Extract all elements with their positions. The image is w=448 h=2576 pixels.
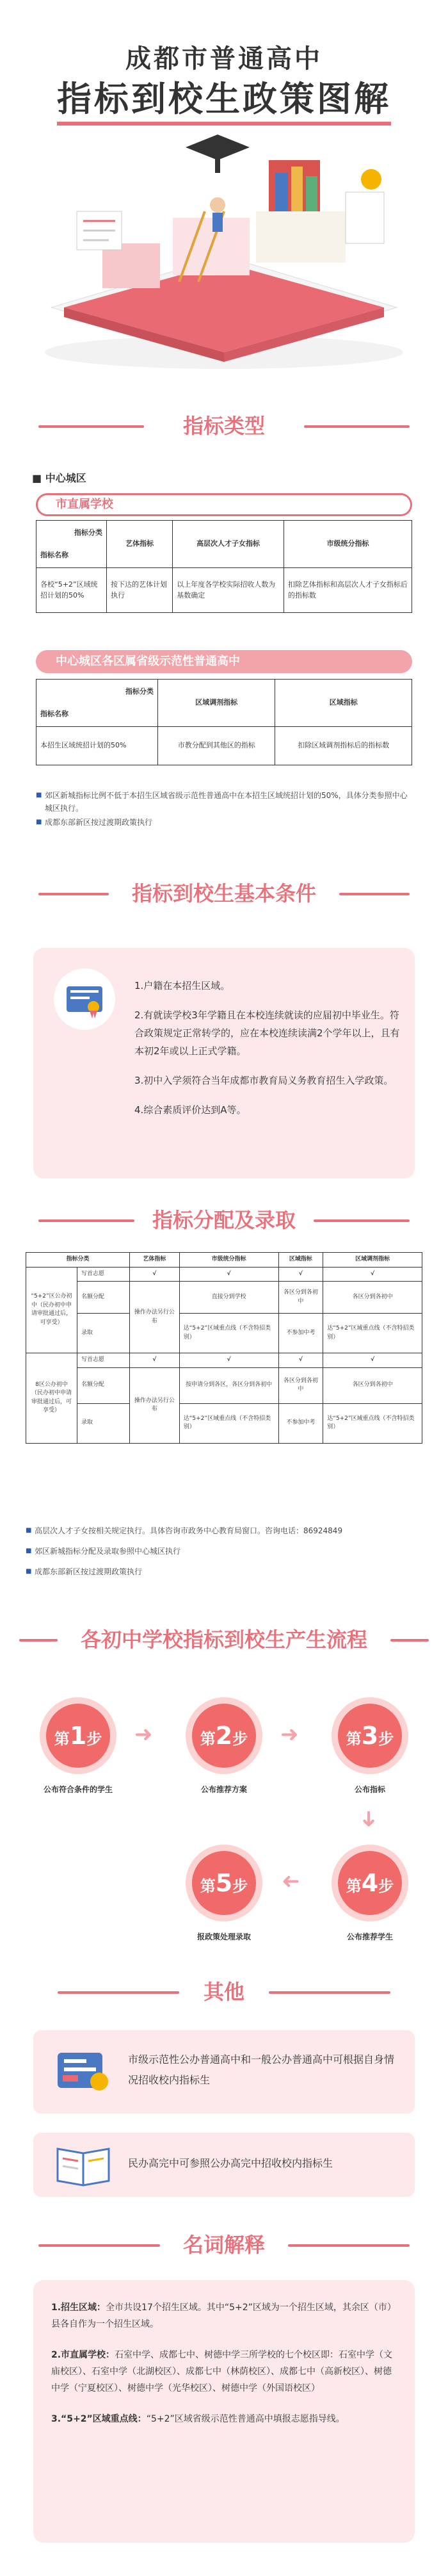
diag-top: 指标分类 (74, 528, 102, 537)
table-cell: 各区分到各初中 (323, 1282, 422, 1314)
pill-city-schools: 市直属学校 (36, 493, 412, 516)
table-header: 区域指标 (278, 1253, 323, 1268)
check: √ (278, 1353, 323, 1368)
section-title-text: 名词解释 (182, 2233, 265, 2257)
hero-subtitle: 成都市普通高中 (125, 44, 323, 74)
conditions-list (134, 977, 403, 1130)
table-diag-cell (36, 680, 158, 727)
check: √ (278, 1267, 323, 1282)
condition-item: 1.户籍在本招生区域。 (134, 980, 230, 991)
arrow-right-icon: ➜ (280, 1722, 299, 1747)
check: √ (323, 1353, 422, 1368)
table-header: 区域指标 (275, 680, 412, 727)
row-label: 写首志愿 (77, 1267, 130, 1282)
note: ■ 高层次人才子女按相关规定执行。具体咨询市政务中心教育局窗口。咨询电话：86924849 (26, 1524, 422, 1537)
table-header: 区域调剂指标 (323, 1253, 422, 1268)
table-row-label: 本招生区域统招计划的50% (36, 727, 158, 765)
types-table-district (36, 679, 412, 765)
term-body: 石室中学、成都七中、树德中学三所学校的七个校区即：石室中学（文庙校区）、石室中学（北湖校区）、成都七中（林荫校区）、成都七中（高新校区）、树德中学（宁夏校区）、树德中学（光华校区）、树德中学（外国语校区） (51, 2350, 393, 2393)
certificate-icon (52, 967, 116, 1031)
term-item (51, 2411, 397, 2427)
section-title-other (0, 1976, 448, 2008)
step-label: 公布符合条件的学生 (43, 1785, 113, 1794)
table-cell: 达“5+2”区域重点线（不含特招类别） (179, 1314, 278, 1353)
table-cell: 扣除艺体指标和高层次人才子女指标后的指标数 (284, 568, 412, 613)
section-title-text: 指标分配及录取 (152, 1208, 296, 1232)
section-title-terms (0, 2229, 448, 2261)
section-title-conditions (0, 877, 448, 909)
table-cell: 按申请分到各区，各区分到各初中 (179, 1367, 278, 1403)
table-header: 市级统分指标 (284, 521, 412, 568)
check: √ (323, 1267, 422, 1282)
table-cell: 不参加中考 (278, 1314, 323, 1353)
condition-item: 2.有就读学校3年学籍且在本校连续就读的应届初中毕业生。符合政策规定正常转学的，应在本校连续读满2个学年以上，且有本初2年或以上正式学籍。 (134, 1009, 400, 1057)
note: ■ 成都东部新区按过渡期政策执行 (26, 1565, 422, 1578)
table-cell: 达“5+2”区域重点线（不含特招类别） (323, 1403, 422, 1443)
hero-title (0, 72, 448, 121)
group-label: “5+2”区公办初中（民办初中申请审批通过后，可享受） (26, 1267, 77, 1353)
note: ■ 郊区新城指标比例不低于本招生区域省级示范性普通高中在本招生区域统招计划的50%，具体分类参照中心城区执行。 (36, 789, 413, 815)
allocation-table (26, 1252, 422, 1444)
term-body: 全市共设17个招生区域。其中“5+2”区域为一个招生区域，其余区（市）县各自作为一个招生区域。 (51, 2303, 396, 2329)
condition-item: 4.综合素质评价达到A等。 (134, 1104, 246, 1116)
section-title-text: 指标到校生基本条件 (131, 881, 316, 906)
hero (0, 0, 448, 384)
step-1: 第1步 (40, 1697, 116, 1774)
table-header: 高层次人才子女指标 (173, 521, 284, 568)
row-label: 名额分配 (77, 1367, 130, 1403)
step-4: 第4步 (332, 1845, 408, 1921)
check: √ (130, 1353, 180, 1368)
check: √ (179, 1267, 278, 1282)
area-heading: ■ 中心城区 (32, 472, 86, 484)
hero-illustration (26, 115, 422, 371)
book-icon (51, 2139, 115, 2190)
note: ■ 郊区新城指标分配及录取参照中心城区执行 (26, 1545, 422, 1558)
table-cell: 各区分到各初中 (278, 1282, 323, 1314)
term-body: “5+2”区域省级示范性普通高中填报志愿指导线。 (146, 2414, 345, 2424)
other-item: 市级示范性公办普通高中和一般公办普通高中可根据自身情况招收校内指标生 (128, 2053, 395, 2086)
other-item: 民办高完中可参照公办高完中招收校内指标生 (128, 2157, 333, 2169)
table-cell: 各区分到各初中 (278, 1367, 323, 1403)
table-cell: 扣除区域调剂指标后的指标数 (275, 727, 412, 765)
step-3: 第3步 (332, 1697, 408, 1774)
step-5: 第5步 (186, 1845, 262, 1921)
table-header: 市级统分指标 (179, 1253, 278, 1268)
diag-top: 指标分类 (125, 687, 154, 696)
diag-bottom: 指标名称 (40, 709, 68, 718)
table-header: 艺体指标 (107, 521, 173, 568)
table-cell: 不参加中考 (278, 1403, 323, 1443)
school-card-icon (51, 2043, 115, 2101)
check: √ (130, 1267, 180, 1282)
check: √ (179, 1353, 278, 1368)
term-title: 1.招生区域： (51, 2303, 106, 2313)
table-cell: 以上年度各学校实际招收人数为基数确定 (173, 568, 284, 613)
area-heading-text: 中心城区 (45, 472, 86, 484)
table-cell: 市教分配到其他区的指标 (158, 727, 275, 765)
row-label: 写首志愿 (77, 1353, 130, 1368)
step-2: 第2步 (186, 1697, 262, 1774)
table-header: 区域调剂指标 (158, 680, 275, 727)
step-label: 公布指标 (354, 1785, 385, 1794)
section-title-types (0, 410, 448, 442)
table-cell: 按下达的艺体计划执行 (107, 568, 173, 613)
step-label: 公布推荐方案 (200, 1785, 247, 1794)
pill-district-schools: 中心城区各区属省级示范性普通高中 (36, 650, 412, 673)
note: ■ 成都东部新区按过渡期政策执行 (36, 816, 413, 829)
diag-bottom: 指标名称 (40, 550, 68, 559)
term-item (51, 2347, 397, 2397)
arrow-right-icon: ➜ (134, 1722, 153, 1747)
step-label: 报政策处理录取 (196, 1932, 251, 1941)
table-cell: 各区分到各初中 (323, 1367, 422, 1403)
row-label: 名额分配 (77, 1282, 130, 1314)
arrow-left-icon: ➜ (282, 1869, 300, 1895)
term-title: 2.市直属学校： (51, 2350, 115, 2360)
table-diag-cell (36, 521, 107, 568)
term-item (51, 2299, 397, 2333)
section-title-text: 各初中学校指标到校生产生流程 (80, 1627, 367, 1652)
table-header: 指标分类 (26, 1253, 130, 1268)
hero-title-text: 指标到校生政策图解 (57, 79, 391, 126)
section-title-allocation (0, 1204, 448, 1236)
terms-list (51, 2299, 397, 2441)
term-title: 3.“5+2”区域重点线： (51, 2414, 147, 2424)
section-title-process (0, 1624, 448, 1656)
section-title-text: 指标类型 (182, 414, 265, 438)
table-cell: 直接分到学校 (179, 1282, 278, 1314)
row-label: 录取 (77, 1403, 130, 1443)
row-label: 录取 (77, 1314, 130, 1353)
group-label: 8区公办初中（民办初中申请审批通过后，可享受） (26, 1353, 77, 1444)
step-label: 公布推荐学生 (346, 1932, 393, 1941)
table-cell: 达“5+2”区域重点线（不含特招类别） (323, 1314, 422, 1353)
arrow-down-icon: ➜ (356, 1809, 382, 1829)
section-title-text: 其他 (203, 1980, 244, 2004)
condition-item: 3.初中入学须符合当年成都市教育局义务教育招生入学政策。 (134, 1075, 394, 1086)
table-header: 艺体指标 (130, 1253, 180, 1268)
table-cell: 操作办法另行公布 (130, 1282, 180, 1353)
types-table-city (36, 520, 412, 613)
table-row-label: 各校“5+2”区域统招计划的50% (36, 568, 107, 613)
table-cell: 达“5+2”区域重点线（不含特招类别） (179, 1403, 278, 1443)
table-cell: 操作办法另行公布 (130, 1367, 180, 1443)
